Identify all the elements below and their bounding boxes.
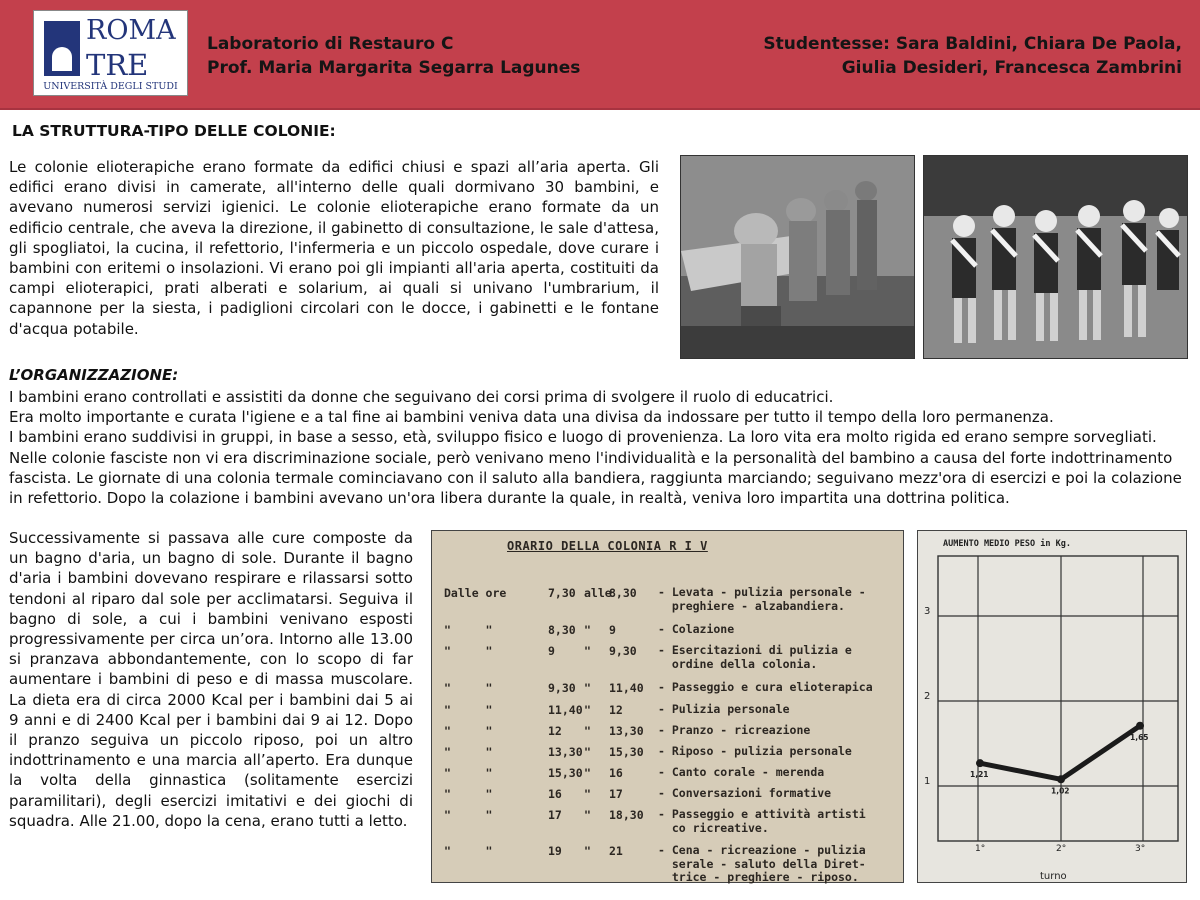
schedule-to: " [584, 703, 591, 717]
schedule-to: " [584, 766, 591, 780]
structure-paragraph: Le colonie elioterapiche erano formate da edifici chiusi e spazi all’aria aperta. Gli edifici erano divisi in camerate, all'interno delle quali dormivano 30 bambini, e avevano numerosi servizi igienici. Le colonie elioterapiche erano formate da un edificio centrale, che aveva la direzione, il gabinetto di consultazione, le sale d'attesa, gli spogliatoi, la cucina, il refettorio, l'infermeria e un piccolo ospedale, dove curare i bambini con eritemi o insolazioni. Vi erano poi gli impianti all'aria aperta, costituiti da campi elioterapici, prati alberati e solarium, ai quali si univano l'umbrarium, il capannone per la siesta, i padiglioni circolari con le docce, i gabinetti e le fontane d'acqua potabile. [9, 158, 659, 338]
students-line-2: Giulia Desideri, Francesca Zambrini [841, 58, 1182, 78]
schedule-to: " [584, 681, 591, 695]
schedule-end-time: 13,30 [609, 724, 644, 738]
daily-routine-paragraph: Successivamente si passava alle cure composte da un bagno d'aria, un bagno di sole. Durante il bagno d'aria i bambini dovevano respirare e rilassarsi sotto tendoni al riparo dal sole per acclimatarsi. Seguiva il bagno di sole, a cui i bambini venivano esposti progressivamente per circa un’ora. Intorno alle 13.00 si pranzava abbondantemente, con lo scopo di far aumentare i bambini di peso e di massa muscolare. La dieta era di circa 2000 Kcal per i bambini dai 5 ai 9 anni e di 2400 Kcal per i bambini dai 9 ai 12. Dopo il pranzo seguiva un piccolo riposo, poi un altro indottrinamento e una marcia all’aperto. Era dunque la volta della ginnastica (solitamente esercizi paramilitari), degli esercizi imitativi e dei giochi di squadra. Alle 21.00, dopo la cena, erano tutti a letto. [9, 529, 413, 830]
schedule-activity: - Riposo - pulizia personale [658, 744, 852, 758]
schedule-start-time: 11,40 [548, 703, 583, 717]
schedule-activity: - Cena - ricreazione - pulizia serale - saluto della Diret- trice - preghiere - riposo. [658, 843, 866, 884]
colony-schedule-document [431, 530, 904, 883]
photo-children-washing-illustration [681, 156, 915, 359]
students-line-1: Studentesse: Sara Baldini, Chiara De Paola, [763, 34, 1182, 54]
schedule-end-time: 15,30 [609, 745, 644, 759]
weight-gain-chart-svg [918, 531, 1188, 884]
schedule-from: " " [444, 644, 493, 658]
section-title-structure: LA STRUTTURA-TIPO DELLE COLONIE: [12, 122, 336, 140]
schedule-from: " " [444, 787, 493, 801]
schedule-start-time: 16 [548, 787, 562, 801]
photo-children-marching-illustration [924, 156, 1188, 359]
chart-data-point [1057, 775, 1065, 783]
schedule-from: " " [444, 681, 493, 695]
chart-series-line [980, 726, 1140, 780]
chart-data-label: 1,65 [1130, 732, 1149, 742]
schedule-end-time: 21 [609, 844, 623, 858]
chart-data-label: 1,02 [1051, 786, 1070, 796]
organization-text [9, 387, 1194, 508]
schedule-start-time: 15,30 [548, 766, 583, 780]
schedule-start-time: 17 [548, 808, 562, 822]
photo-children-washing [680, 155, 915, 359]
schedule-from: " " [444, 808, 493, 822]
logo-roma-text: ROMA [86, 15, 176, 46]
logo-subtitle: UNIVERSITÀ DEGLI STUDI [43, 81, 178, 92]
schedule-end-time: 16 [609, 766, 623, 780]
schedule-to: " [584, 724, 591, 738]
schedule-start-time: 19 [548, 844, 562, 858]
schedule-to: " [584, 844, 591, 858]
chart-x-tick-label: 3° [1135, 844, 1146, 854]
page-header [0, 0, 1200, 110]
chart-data-point [1136, 722, 1144, 730]
chart-x-axis-label: turno [1040, 871, 1067, 882]
organization-paragraph-3: I bambini erano suddivisi in gruppi, in base a sesso, età, sviluppo fisico e luogo di provenienza. La loro vita era molto rigida ed erano sempre sorvegliati. Nelle colonie fasciste non vi era discriminazione sociale, però venivano meno l'individualità e la personalità del bambino a causa del forte indottrinamento fascista. Le giornate di una colonia termale cominciavano con il saluto alla bandiera, raggiunta marciando; seguivano mezz'ora di esercizi e poi la colazione in refettorio. Dopo la colazione i bambini avevano un'ora libera durante la quale, in realtà, veniva loro impartita una dottrina politica. [9, 428, 1182, 508]
schedule-to: " [584, 808, 591, 822]
schedule-activity: - Passeggio e cura elioterapica [658, 680, 873, 694]
schedule-activity: - Passeggio e attività artisti co ricreative. [658, 807, 866, 835]
schedule-end-time: 12 [609, 703, 623, 717]
schedule-start-time: 9,30 [548, 681, 576, 695]
schedule-activity: - Conversazioni formative [658, 786, 832, 800]
schedule-from: " " [444, 623, 493, 637]
organization-paragraph-2: Era molto importante e curata l'igiene e a tal fine ai bambini veniva data una divisa da indossare per tutto il tempo della loro permanenza. [9, 408, 1054, 427]
schedule-start-time: 9 [548, 644, 555, 658]
schedule-to: " [584, 644, 591, 658]
schedule-to: " [584, 623, 591, 637]
schedule-from: " " [444, 766, 493, 780]
schedule-start-time: 12 [548, 724, 562, 738]
schedule-to: " [584, 787, 591, 801]
chart-data-label: 1,21 [970, 770, 989, 780]
schedule-from: " " [444, 724, 493, 738]
schedule-activity: - Pranzo - ricreazione [658, 723, 811, 737]
organization-paragraph-1: I bambini erano controllati e assistiti da donne che seguivano dei corsi prima di svolgere il ruolo di educatrici. [9, 388, 834, 406]
schedule-start-time: 7,30 [548, 586, 576, 600]
professor-name: Prof. Maria Margarita Segarra Lagunes [207, 58, 581, 78]
schedule-title: ORARIO DELLA COLONIA R I V [507, 539, 708, 553]
schedule-activity: - Colazione [658, 622, 735, 636]
schedule-end-time: 11,40 [609, 681, 644, 695]
schedule-from: " " [444, 745, 493, 759]
schedule-from: Dalle ore [444, 586, 507, 600]
schedule-activity: - Levata - pulizia personale - preghiere - alzabandiera. [658, 585, 866, 613]
schedule-start-time: 13,30 [548, 745, 583, 759]
schedule-activity: - Canto corale - merenda [658, 765, 825, 779]
schedule-end-time: 9 [609, 623, 616, 637]
chart-x-tick-label: 2° [1056, 844, 1067, 854]
course-info [207, 32, 580, 80]
section-title-organization: L’ORGANIZZAZIONE: [9, 366, 179, 384]
schedule-to: " [584, 745, 591, 759]
students-info [763, 32, 1182, 80]
chart-frame [938, 556, 1178, 841]
schedule-from: " " [444, 703, 493, 717]
weight-gain-chart [917, 530, 1187, 883]
photo-children-marching [923, 155, 1188, 359]
chart-x-tick-label: 1° [975, 844, 986, 854]
chart-y-tick-label: 3 [924, 606, 931, 617]
schedule-end-time: 18,30 [609, 808, 644, 822]
schedule-activity: - Esercitazioni di pulizia e ordine della colonia. [658, 643, 852, 671]
chart-y-tick-label: 1 [924, 776, 931, 787]
schedule-to: alle [584, 586, 612, 600]
chart-title: AUMENTO MEDIO PESO in Kg. [943, 539, 1071, 549]
chart-y-tick-label: 2 [924, 691, 931, 702]
chart-data-point [976, 759, 984, 767]
schedule-start-time: 8,30 [548, 623, 576, 637]
schedule-activity: - Pulizia personale [658, 702, 790, 716]
logo-emblem-icon [44, 21, 80, 76]
schedule-end-time: 9,30 [609, 644, 637, 658]
schedule-end-time: 8,30 [609, 586, 637, 600]
schedule-from: " " [444, 844, 493, 858]
university-logo [33, 10, 188, 96]
course-title: Laboratorio di Restauro C [207, 34, 454, 54]
logo-tre-text: TRE [86, 48, 149, 82]
schedule-end-time: 17 [609, 787, 623, 801]
